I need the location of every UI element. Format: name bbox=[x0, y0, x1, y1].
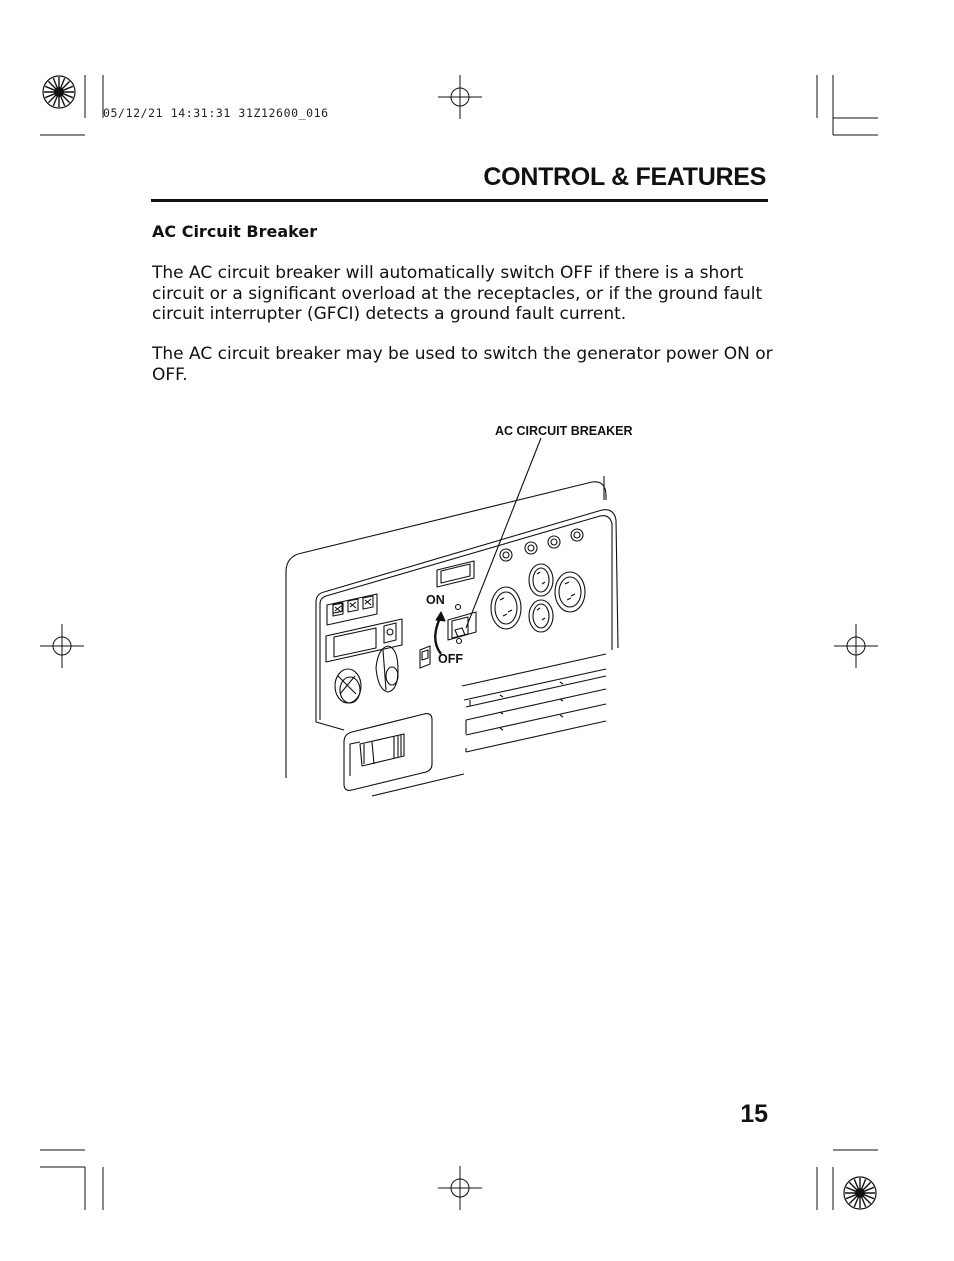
print-stamp: 05/12/21 14:31:31 31Z12600_016 bbox=[103, 106, 329, 120]
section-title: CONTROL & FEATURES bbox=[483, 163, 766, 191]
label-off: OFF bbox=[438, 652, 463, 666]
callout-ac-circuit-breaker: AC CIRCUIT BREAKER bbox=[495, 424, 633, 438]
label-on: ON bbox=[426, 593, 445, 607]
subheading: AC Circuit Breaker bbox=[152, 222, 318, 241]
paragraph-1: The AC circuit breaker will automatically switch OFF if there is a short circuit or a significant overload at the receptacles, or if the ground fault circuit interrupter (GFCI) detects a ground fault current. bbox=[152, 263, 763, 324]
page-number: 15 bbox=[740, 1100, 768, 1128]
paragraph-2: The AC circuit breaker may be used to switch the generator power ON or OFF. bbox=[152, 344, 773, 385]
